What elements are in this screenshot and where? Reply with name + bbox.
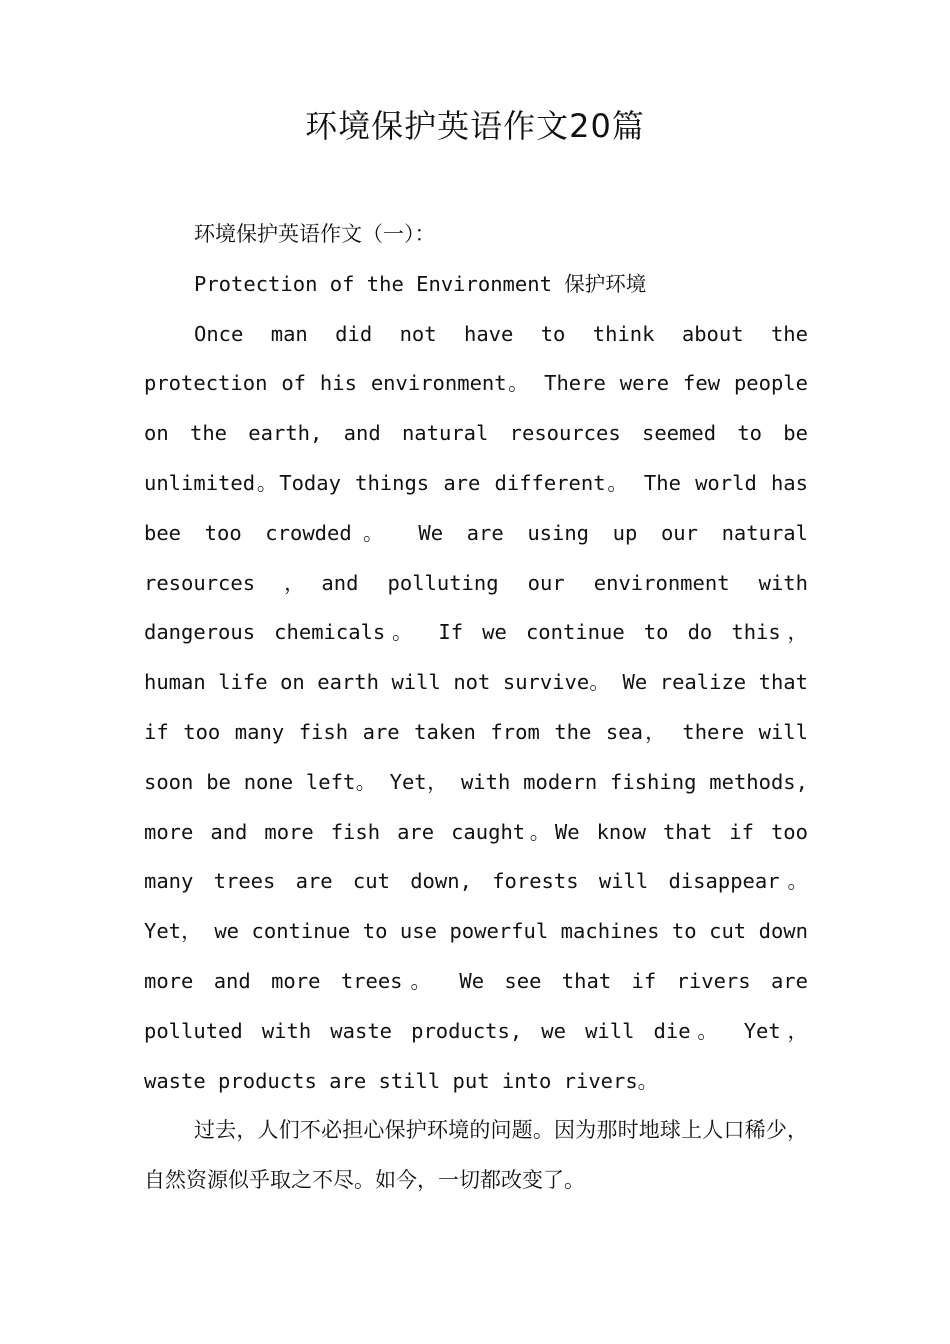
section-heading: 环境保护英语作文（一）： [194, 222, 436, 246]
document-body [144, 210, 808, 1206]
document-title: 环境保护英语作文20篇 [305, 107, 645, 145]
chinese-paragraph: 过去，人们不必担心保护环境的问题。因为那时地球上人口稀少，自然资源似乎取之不尽。如今，一切都改变了。 [144, 1118, 808, 1193]
essay-subtitle: Protection of the Environment 保护环境 [194, 271, 647, 296]
english-paragraph: Once man did not have to think about the protection of his environment。 There were few people on the earth, and natural resources seemed to be unlimited。Today things are different。 The world has bee too crowded。 We are using up our natural resources ，and polluting our environment with dangerous chemicals。 If we continue to do this， human life on earth will not survive。 We realize that if too many fish are taken from the sea， there will soon be none left。 Yet， with modern fishing methods, more and more fish are caught。We know that if too many trees are cut down, forests will disappear。 Yet， we continue to use powerful machines to cut down more and more trees。 We see that if rivers are polluted with waste products, we will die。 Yet， waste products are still put into rivers。 [144, 321, 808, 1093]
